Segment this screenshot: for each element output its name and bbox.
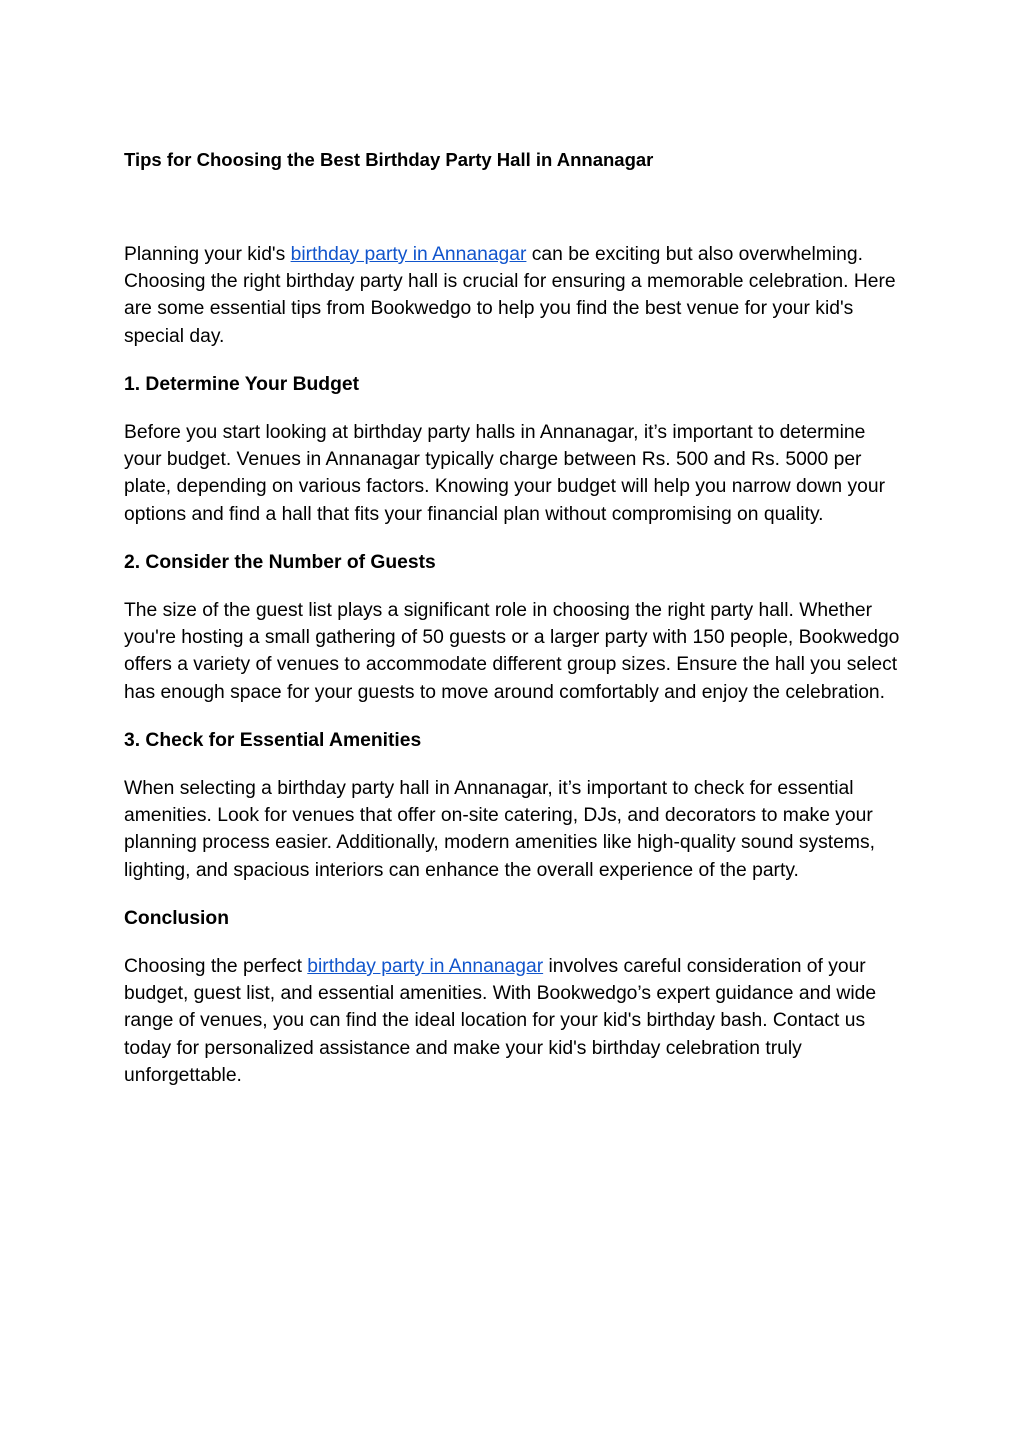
conclusion-text-before-link: Choosing the perfect (124, 956, 308, 978)
intro-paragraph (124, 241, 904, 350)
intro-text-after-link: can be exciting but also overwhelming. Choosing the right birthday party hall is crucial for ensuring a memorable celebration. Here are some essential tips from Bookwedgo to help you find the best venue for your kid's special day. (124, 244, 896, 347)
conclusion-paragraph (124, 953, 904, 1089)
section-heading-amenities: 3. Check for Essential Amenities (124, 729, 422, 751)
section-heading-budget: 1. Determine Your Budget (124, 373, 359, 395)
section-paragraph-guests: The size of the guest list plays a significant role in choosing the right party hall. Whether you're hosting a small gathering of 50 guests or a larger party with 150 people, Bookwedgo offers a variety of venues to accommodate different group sizes. Ensure the hall you select has enough space for your guests to move around comfortably and enjoy the celebration. (124, 600, 900, 703)
section-paragraph-budget: Before you start looking at birthday party halls in Annanagar, it’s important to determine your budget. Venues in Annanagar typically charge between Rs. 500 and Rs. 5000 per plate, depending on various factors. Knowing your budget will help you narrow down your options and find a hall that fits your financial plan without compromising on quality. (124, 422, 885, 525)
document-body (124, 241, 904, 1110)
conclusion-birthday-party-link[interactable]: birthday party in Annanagar (307, 956, 544, 978)
section-paragraph-amenities: When selecting a birthday party hall in Annanagar, it’s important to check for essential amenities. Look for venues that offer on-site catering, DJs, and decorators to make your planning process easier. Additionally, modern amenities like high-quality sound systems, lighting, and spacious interiors can enhance the overall experience of the party. (124, 778, 875, 881)
conclusion-text-after-link: involves careful consideration of your budget, guest list, and essential amenities. With Bookwedgo’s expert guidance and wide range of venues, you can find the ideal location for your kid's birthday bash. Contact us today for personalized assistance and make your kid's birthday celebration truly unforgettable. (124, 956, 877, 1086)
intro-text-before-link: Planning your kid's (124, 244, 291, 265)
document-title: Tips for Choosing the Best Birthday Party Hall in Annanagar (124, 149, 654, 170)
section-heading-guests: 2. Consider the Number of Guests (124, 551, 436, 573)
section-heading-conclusion: Conclusion (124, 907, 229, 929)
intro-birthday-party-link[interactable]: birthday party in Annanagar (290, 244, 527, 265)
